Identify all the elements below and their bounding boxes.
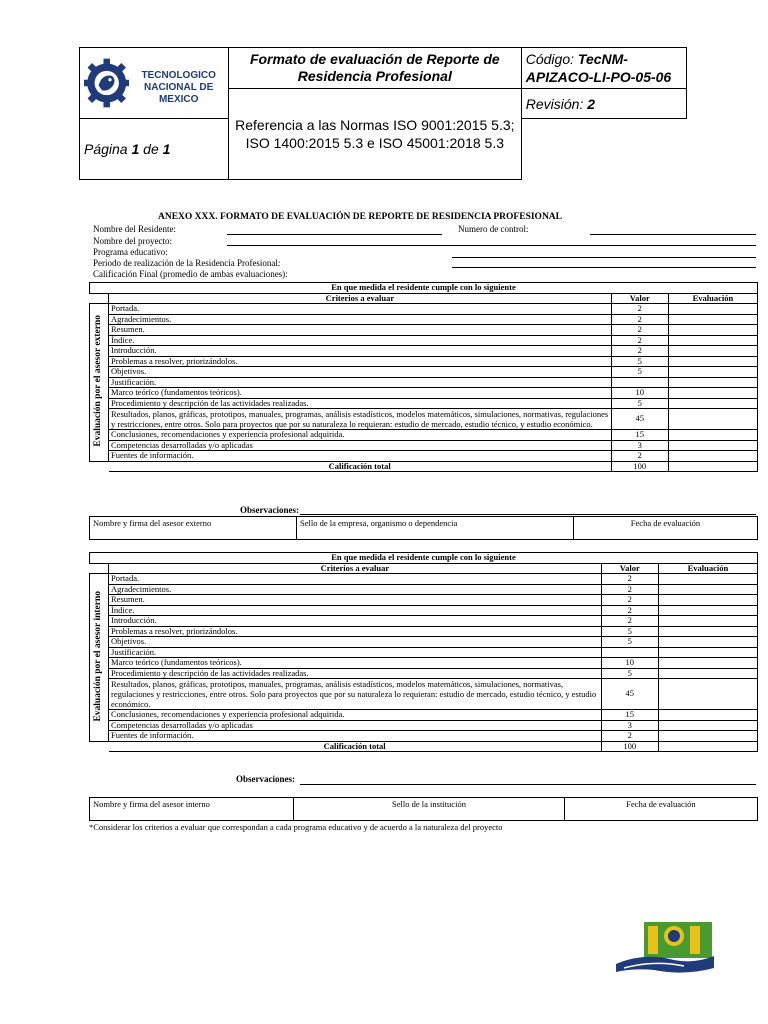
total-label: Calificación total bbox=[109, 741, 602, 752]
criterion-value: 3 bbox=[601, 720, 658, 731]
criterion-name: Conclusiones, recomendaciones y experiencia profesional adquirida. bbox=[109, 710, 602, 721]
criterion-name: Agradecimientos. bbox=[109, 584, 602, 595]
criterion-evaluation-input[interactable] bbox=[668, 440, 757, 451]
criterion-name: Resumen. bbox=[109, 325, 612, 336]
criterion-evaluation-input[interactable] bbox=[668, 304, 757, 315]
criterion-row bbox=[90, 679, 758, 710]
criterion-value: 5 bbox=[601, 626, 658, 637]
page-of: de bbox=[143, 141, 159, 157]
criterion-evaluation-input[interactable] bbox=[658, 637, 757, 648]
code-value: TecNM-APIZACO-LI-PO-05-06 bbox=[525, 51, 672, 85]
criterion-name: Procedimiento y descripción de las actividades realizadas. bbox=[109, 668, 602, 679]
criterion-evaluation-input[interactable] bbox=[668, 451, 757, 462]
criterion-name: Competencias desarrolladas y/o aplicadas bbox=[109, 720, 602, 731]
criterion-value: 45 bbox=[611, 409, 668, 430]
criterion-row bbox=[90, 637, 758, 648]
criterion-row bbox=[90, 356, 758, 367]
criterion-value: 5 bbox=[611, 367, 668, 378]
document-header bbox=[79, 47, 687, 180]
criterion-name: Resumen. bbox=[109, 595, 602, 606]
criterion-name: Problemas a resolver, priorizándolos. bbox=[109, 626, 602, 637]
project-name-label: Nombre del proyecto: bbox=[93, 236, 172, 246]
criterion-row bbox=[90, 335, 758, 346]
criteria-heading: Criterios a evaluar bbox=[109, 563, 602, 574]
external-observations-line[interactable] bbox=[300, 514, 756, 515]
criterion-value: 2 bbox=[601, 616, 658, 627]
criterion-evaluation-input[interactable] bbox=[668, 325, 757, 336]
criterion-row bbox=[90, 440, 758, 451]
criterion-row bbox=[90, 409, 758, 430]
value-heading: Valor bbox=[611, 293, 668, 304]
institute-emblem-icon bbox=[614, 916, 716, 978]
criterion-name: Fuentes de información. bbox=[109, 451, 612, 462]
criterion-name: Índice. bbox=[109, 335, 612, 346]
page-cell bbox=[80, 119, 229, 180]
page-total: 1 bbox=[162, 141, 171, 157]
revision-label: Revisión: bbox=[525, 95, 584, 112]
external-observations-label: Observaciones: bbox=[240, 505, 299, 515]
criterion-evaluation-input[interactable] bbox=[658, 584, 757, 595]
criterion-value: 2 bbox=[611, 314, 668, 325]
criterion-row bbox=[90, 595, 758, 606]
criterion-row bbox=[90, 584, 758, 595]
criterion-value: 2 bbox=[611, 451, 668, 462]
criterion-name: Portada. bbox=[109, 304, 612, 315]
criterion-evaluation-input[interactable] bbox=[668, 388, 757, 399]
criterion-name: Introducción. bbox=[109, 616, 602, 627]
criterion-name: Marco teórico (fundamentos teóricos). bbox=[109, 658, 602, 669]
criterion-value: 2 bbox=[611, 325, 668, 336]
criterion-row bbox=[90, 398, 758, 409]
criterion-row bbox=[90, 430, 758, 441]
criterion-value: 5 bbox=[601, 668, 658, 679]
criterion-row bbox=[90, 388, 758, 399]
criterion-row bbox=[90, 605, 758, 616]
evaluation-heading: Evaluación bbox=[658, 563, 757, 574]
norms-reference: Referencia a las Normas ISO 9001:2015 5.3; ISO 1400:2015 5.3 e ISO 45001:2018 5.3 bbox=[228, 89, 521, 180]
criterion-value: 2 bbox=[601, 595, 658, 606]
criterion-row bbox=[90, 346, 758, 357]
criterion-name: Portada. bbox=[109, 574, 602, 585]
footnote: *Considerar los criterios a evaluar que correspondan a cada programa educativo y de acuerdo a la naturaleza del proyecto bbox=[89, 822, 503, 832]
criterion-evaluation-input[interactable] bbox=[658, 720, 757, 731]
criterion-row bbox=[90, 616, 758, 627]
criterion-value: 2 bbox=[601, 731, 658, 742]
internal-advisor-signature[interactable]: Nombre y firma del asesor interno bbox=[90, 798, 294, 821]
criterion-value: 5 bbox=[611, 398, 668, 409]
criterion-row bbox=[90, 304, 758, 315]
criterion-evaluation-input[interactable] bbox=[658, 710, 757, 721]
resident-name-line[interactable] bbox=[227, 234, 442, 235]
value-heading: Valor bbox=[601, 563, 658, 574]
criterion-name: Conclusiones, recomendaciones y experiencia profesional adquirida. bbox=[109, 430, 612, 441]
evaluator-side-text: Evaluación por el asesor interno bbox=[93, 590, 104, 722]
criterion-name: Agradecimientos. bbox=[109, 314, 612, 325]
period-line[interactable] bbox=[452, 267, 756, 268]
total-value: 100 bbox=[601, 741, 658, 752]
criterion-value: 10 bbox=[611, 388, 668, 399]
criterion-name: Objetivos. bbox=[109, 637, 602, 648]
criterion-name: Problemas a resolver, priorizándolos. bbox=[109, 356, 612, 367]
criterion-value: 5 bbox=[601, 637, 658, 648]
annex-title: ANEXO XXX. FORMATO DE EVALUACIÓN DE REPORTE DE RESIDENCIA PROFESIONAL bbox=[158, 212, 562, 222]
criterion-evaluation-input[interactable] bbox=[658, 658, 757, 669]
criterion-row bbox=[90, 377, 758, 388]
total-evaluation-cell[interactable] bbox=[668, 461, 757, 472]
criterion-value: 2 bbox=[601, 574, 658, 585]
criterion-evaluation-input[interactable] bbox=[658, 668, 757, 679]
criterion-row bbox=[90, 710, 758, 721]
criterion-name: Competencias desarrolladas y/o aplicadas bbox=[109, 440, 612, 451]
criteria-heading: Criterios a evaluar bbox=[109, 293, 612, 304]
total-value: 100 bbox=[611, 461, 668, 472]
total-label: Calificación total bbox=[109, 461, 612, 472]
code-label: Código: bbox=[525, 51, 575, 67]
external-signature-table bbox=[89, 516, 758, 540]
program-label: Programa educativo: bbox=[93, 247, 168, 257]
external-evaluation-date[interactable]: Fecha de evaluación bbox=[574, 517, 758, 540]
external-evaluation-table bbox=[89, 282, 758, 472]
page-label: Página bbox=[84, 141, 128, 157]
criterion-name: Justificación. bbox=[109, 377, 612, 388]
criterion-value: 10 bbox=[601, 658, 658, 669]
revision-value: 2 bbox=[587, 95, 596, 112]
criterion-value bbox=[601, 647, 658, 658]
internal-observations-line[interactable] bbox=[300, 784, 756, 785]
criterion-name: Resultados, planos, gráficas, prototipos, manuales, programas, análisis estadísticos, modelos matemáticos, simulaciones, normativas, regulaciones y restricciones, entre otros. Solo para proyectos que por su naturaleza lo requieran: estudio de mercado, estudio técnico, y estudio económico. bbox=[109, 679, 602, 710]
criterion-evaluation-input[interactable] bbox=[658, 616, 757, 627]
criterion-name: Resultados, planos, gráficas, prototipos, manuales, programas, análisis estadísticos, modelos matemáticos, simulaciones, normativas, regulaciones y restricciones, entre otros. Solo para proyectos que por su naturaleza lo requieran: estudio de mercado, estudio técnico, y estudio económico. bbox=[109, 409, 612, 430]
period-label: Periodo de realización de la Residencia Profesional: bbox=[93, 258, 281, 268]
criterion-evaluation-input[interactable] bbox=[658, 574, 757, 585]
criterion-evaluation-input[interactable] bbox=[668, 367, 757, 378]
criterion-evaluation-input[interactable] bbox=[668, 409, 757, 430]
internal-signature-table bbox=[89, 797, 758, 821]
institution-seal[interactable]: Sello de la institución bbox=[294, 798, 565, 821]
evaluation-heading: Evaluación bbox=[668, 293, 757, 304]
evaluator-side-text: Evaluación por el asesor externo bbox=[93, 315, 104, 447]
criterion-row bbox=[90, 647, 758, 658]
program-line[interactable] bbox=[452, 257, 756, 258]
criterion-evaluation-input[interactable] bbox=[658, 679, 757, 710]
criterion-name: Objetivos. bbox=[109, 367, 612, 378]
criterion-value: 2 bbox=[611, 304, 668, 315]
criterion-evaluation-input[interactable] bbox=[668, 314, 757, 325]
criterion-evaluation-input[interactable] bbox=[658, 731, 757, 742]
tecnm-gear-logo-icon bbox=[84, 50, 129, 116]
code-cell bbox=[521, 48, 686, 89]
criterion-value: 2 bbox=[601, 584, 658, 595]
criterion-row bbox=[90, 325, 758, 336]
evaluator-side-label bbox=[90, 574, 109, 742]
criterion-row bbox=[90, 314, 758, 325]
form-title: Formato de evaluación de Reporte de Residencia Profesional bbox=[228, 48, 521, 89]
criterion-evaluation-input[interactable] bbox=[658, 595, 757, 606]
criterion-value: 2 bbox=[611, 335, 668, 346]
criterion-name: Marco teórico (fundamentos teóricos). bbox=[109, 388, 612, 399]
internal-observations-label: Observaciones: bbox=[236, 774, 295, 784]
criterion-evaluation-input[interactable] bbox=[658, 626, 757, 637]
criterion-name: Procedimiento y descripción de las actividades realizadas. bbox=[109, 398, 612, 409]
criterion-row bbox=[90, 626, 758, 637]
criterion-row bbox=[90, 451, 758, 462]
internal-evaluation-table bbox=[89, 552, 758, 752]
criterion-value: 15 bbox=[601, 710, 658, 721]
logo-cell: TECNOLOGICO NACIONAL DE MEXICO bbox=[80, 48, 229, 119]
criterion-value: 45 bbox=[601, 679, 658, 710]
criterion-evaluation-input[interactable] bbox=[668, 430, 757, 441]
criterion-evaluation-input[interactable] bbox=[658, 605, 757, 616]
criterion-evaluation-input[interactable] bbox=[668, 356, 757, 367]
criterion-evaluation-input[interactable] bbox=[668, 377, 757, 388]
company-seal[interactable]: Sello de la empresa, organismo o dependencia bbox=[297, 517, 574, 540]
criterion-row bbox=[90, 658, 758, 669]
criterion-value: 15 bbox=[611, 430, 668, 441]
criterion-value: 2 bbox=[601, 605, 658, 616]
revision-cell bbox=[521, 89, 686, 119]
criterion-value: 2 bbox=[611, 346, 668, 357]
criterion-value: 5 bbox=[611, 356, 668, 367]
page-number: 1 bbox=[131, 141, 140, 157]
resident-name-label: Nombre del Residente: bbox=[93, 224, 176, 234]
criterion-row bbox=[90, 367, 758, 378]
criterion-name: Índice. bbox=[109, 605, 602, 616]
final-grade-label: Calificación Final (promedio de ambas evaluaciones): bbox=[93, 269, 288, 279]
external-advisor-signature[interactable]: Nombre y firma del asesor externo bbox=[90, 517, 297, 540]
criterion-evaluation-input[interactable] bbox=[668, 346, 757, 357]
criterion-evaluation-input[interactable] bbox=[668, 335, 757, 346]
evaluator-side-label bbox=[90, 304, 109, 462]
criterion-name: Justificación. bbox=[109, 647, 602, 658]
criterion-name: Fuentes de información. bbox=[109, 731, 602, 742]
criterion-evaluation-input[interactable] bbox=[658, 647, 757, 658]
section-heading: En que medida el residente cumple con lo siguiente bbox=[90, 283, 758, 294]
criterion-value: 3 bbox=[611, 440, 668, 451]
internal-evaluation-date[interactable]: Fecha de evaluación bbox=[565, 798, 758, 821]
criterion-row bbox=[90, 574, 758, 585]
criterion-evaluation-input[interactable] bbox=[668, 398, 757, 409]
criterion-value bbox=[611, 377, 668, 388]
criterion-row bbox=[90, 668, 758, 679]
criterion-row bbox=[90, 731, 758, 742]
project-name-line[interactable] bbox=[227, 245, 756, 246]
criterion-name: Introducción. bbox=[109, 346, 612, 357]
control-number-label: Numero de control: bbox=[458, 224, 529, 234]
control-number-line[interactable] bbox=[590, 234, 756, 235]
section-heading: En que medida el residente cumple con lo siguiente bbox=[90, 553, 758, 564]
criterion-row bbox=[90, 720, 758, 731]
total-evaluation-cell[interactable] bbox=[658, 741, 757, 752]
